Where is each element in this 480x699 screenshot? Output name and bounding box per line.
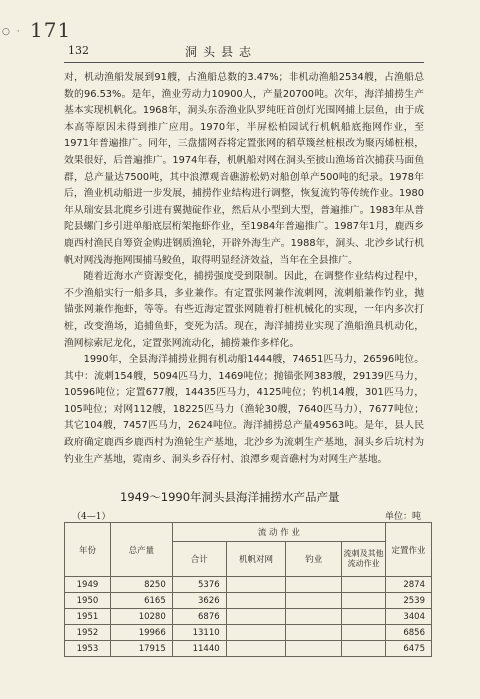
table-number: （4—1） — [72, 512, 111, 522]
cell-subtotal: 11440 — [172, 641, 226, 657]
cell-gillnet — [342, 609, 386, 625]
production-table — [64, 522, 432, 657]
table-row — [65, 625, 432, 641]
cell-year: 1950 — [65, 593, 111, 609]
corner-page-number: 171 — [30, 18, 72, 42]
cell-gillnet — [342, 641, 386, 657]
header-year: 年份 — [65, 523, 111, 577]
paragraph: 对，机动渔船发展到91艘，占渔船总数的3.47%；非机动渔船2534艘，占渔船总数的96.53%。是年，渔业劳动力10900人，产量20700吨。次年，海洋捕捞生产基本实现机帆化。1968年，洞头东岙渔业队罗纯旺首创灯光围网捕上层鱼，由于成本高等原因未得到推广应用。1970年，半屏松柏园试行机帆船底拖网作业，至1971年普遍推广。同年，三盘擂网吞将定置张网的稻草篾丝桩根改为聚丙烯桩根，效果很好，后普遍推广。1974年春，机帆船对网在洞头至披山渔场首次捕获马面鱼群，总产量达7500吨，其中浪潭观音礁游松奶对船创单产500吨的纪录。1978年后，渔业机动船进一步发展，捕捞作业结构进行调整，恢复流钓等传统作业。1980年从瑞安县北麂乡引进有翼抛碇作业，然后从小型到大型，普遍推广。1983年从普陀县螺门乡引进单船底层桁架拖虾作业，至1984年普遍推广。1987年1月，鹿西乡鹿西村渔民自筹资金购进钢质渔轮，开辟外海生产。1988年，洞头、北沙乡试行机帆对网浅海拖网围捕马鲛鱼，取得明显经济效益，当年在全县推广。 — [64, 72, 424, 266]
cell-year: 1949 — [65, 577, 111, 593]
table-unit: 单位：吨 — [385, 512, 422, 522]
cell-fixed: 6475 — [386, 641, 432, 657]
paragraph: 随着近海水产资源变化，捕捞强度受到限制。因此，在调整作业结构过程中，不少渔船实行一船多具，多业兼作。有定置张网兼作流刺网，流刺船兼作钓业，抛锚张网兼作拖虾，等等。有些近海定置张网随着打桩机械化的实现，一年内多次打桩，改变渔场，追捕鱼虾，变死为活。现在，海洋捕捞业实现了渔船渔具机动化，渔网棕索尼龙化，定置张网流动化，捕捞兼作多样化。 — [64, 271, 424, 349]
cell-total: 6165 — [110, 593, 172, 609]
cell-total: 19966 — [110, 625, 172, 641]
running-title: 洞头县志 — [185, 45, 258, 59]
cell-subtotal: 13110 — [172, 625, 226, 641]
header-fixed: 定置作业 — [386, 523, 432, 577]
header-hook: 钓业 — [286, 542, 342, 577]
cell-fixed: 2539 — [386, 593, 432, 609]
cell-fixed: 2874 — [386, 577, 432, 593]
table-row — [65, 593, 432, 609]
header-gillnet: 流刺及其他流动作业 — [342, 542, 386, 577]
header-rule — [64, 62, 424, 63]
cell-hook — [286, 609, 342, 625]
cell-trawl — [226, 625, 286, 641]
paragraph: 1990年，全县海洋捕捞业拥有机动船1444艘，74651匹马力，26596吨位。其中：流刺154艘，5094匹马力，1469吨位；抛锚张网383艘，29139匹马力，10596吨位；定置677艘，14435匹马力，4125吨位；钓机14艘，301匹马力，105吨位；对网112艘，18225匹马力（渔轮30艘，7640匹马力），7677吨位；其它104艘，7457匹马力，2624吨位。海洋捕捞总产量49563吨。是年，县人民政府确定鹿西乡鹿西村为渔轮生产基地，北沙乡为流刺生产基地，洞头乡后坑村为钓业生产基地，霓南乡、洞头乡吞仔村、浪潭乡观音礁村为对网生产基地。 — [64, 354, 424, 465]
cell-year: 1952 — [65, 625, 111, 641]
table-row — [65, 609, 432, 625]
cell-year: 1951 — [65, 609, 111, 625]
body-text — [64, 70, 424, 468]
cell-total: 17915 — [110, 641, 172, 657]
cell-subtotal: 5376 — [172, 577, 226, 593]
cell-year: 1953 — [65, 641, 111, 657]
header-total: 总产量 — [110, 523, 172, 577]
table-row — [65, 641, 432, 657]
header-trawl: 机帆对网 — [226, 542, 286, 577]
cell-trawl — [226, 593, 286, 609]
cell-fixed: 3404 — [386, 609, 432, 625]
table-row — [65, 577, 432, 593]
cell-trawl — [226, 609, 286, 625]
cell-total: 8250 — [110, 577, 172, 593]
cell-total: 10280 — [110, 609, 172, 625]
cell-gillnet — [342, 577, 386, 593]
header-mobile-group: 流 动 作 业 — [172, 523, 385, 542]
page-number: 132 — [68, 44, 89, 57]
cell-trawl — [226, 577, 286, 593]
header-subtotal: 合计 — [172, 542, 226, 577]
cell-subtotal: 6876 — [172, 609, 226, 625]
cell-subtotal: 3626 — [172, 593, 226, 609]
table-title: 1949～1990年洞头县海洋捕捞水产品产量 — [120, 490, 340, 504]
cell-hook — [286, 625, 342, 641]
margin-dots: ○ · — [2, 27, 22, 37]
cell-hook — [286, 593, 342, 609]
cell-fixed: 6856 — [386, 625, 432, 641]
cell-hook — [286, 577, 342, 593]
cell-trawl — [226, 641, 286, 657]
cell-gillnet — [342, 593, 386, 609]
cell-hook — [286, 641, 342, 657]
cell-gillnet — [342, 625, 386, 641]
